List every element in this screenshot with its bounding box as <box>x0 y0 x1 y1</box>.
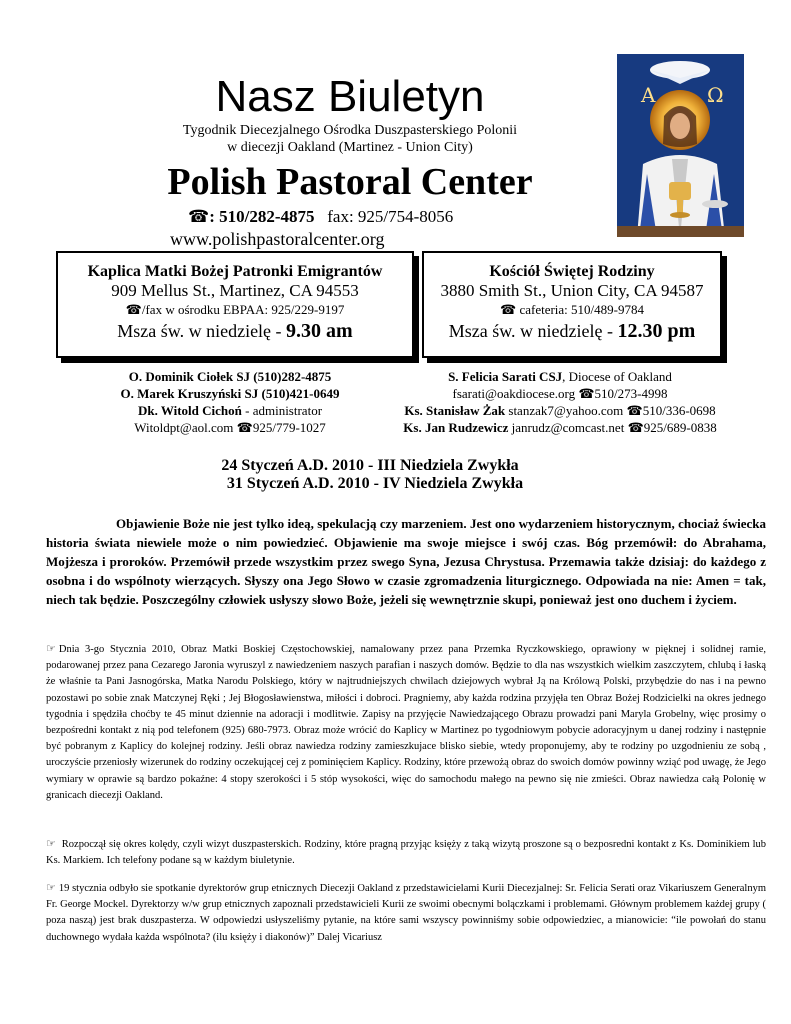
deacon-witold-contact: Witoldpt@aol.com ☎925/779-1027 <box>134 420 326 435</box>
date-line-1: 24 Styczeń A.D. 2010 - III Niedziela Zwykła <box>221 457 519 474</box>
news-paragraph: ☞ Dnia 3-go Stycznia 2010, Obraz Matki Boskiej Częstochowskiej, namalowany przez pana Przemka Ryczkowskiego, oprawiony w pięknej i solidnej ramie, podarowanej przez pana Cezarego Jaronia wyruszyl z nawiedzeniem naszych parafian i naszych domów. Będzie to dla nas wszystkich wielkim zaszczytem, chlubą i łaską że właśnie ta Pani Jasnogórska, Matka Narodu Polskiego, który w najtrudniejszych chwilach dziejowych wybrał Ją na Królową Polski, przybędzie do nas i na pewno pozostawi po sobie znak Matczynej Ręki ; Jej Błogosławienstwa, miłości i dobroci. Pragniemy, aby każda rodzina przyjęła ten Obraz Bożej Rodzicielki na okres jednego tygodnia i spędziła choćby te 45 minut dziennie na adoracji i modlitwie. Zapisy na przyjęcie Nawiedzającego Obrazu prowadzi pani Maryla Grobelny, więc prosimy o bezpośredni kontakt z nią pod telefonem (925) 680-7973. Obraz może wrócić do Kaplicy w Martinez po tygodniowym pobycie adoracyjnym u danej rodziny i następnie być pobranym z Kaplicy do kolejnej rodziny. Jeśli obraz nawiedza rodziny zamieszkujace blisko siebie, wtedy proponujemy, aby te rodziny po uzgodnieniu ze sobą , uroczyście przeniosły wizerunek do rodziny oczekującej cej z pominięciem Kaplicy. Rodziny, które przewożą obraz do swoich domów powinny wziąć pod uwagę, że Jego wymiary w oprawie są bardzo pokaźne: 4 stopy szerokości i 5 stóp wysokości, więc do samochodu małego na pewno się nie zmieści. Obraz nawiedza całą Polonię w granicach diecezji Oakland. <box>46 643 766 801</box>
email-link[interactable]: fsarati@oakdiocese.org <box>452 386 579 401</box>
clergy-list-left <box>70 368 390 436</box>
contact-line <box>188 207 453 227</box>
phone-icon: ☎ <box>500 302 517 317</box>
phone-icon: ☎ <box>627 420 644 435</box>
sister-felicia: S. Felicia Sarati CSJ, Diocese of Oakland <box>448 369 672 384</box>
church-address: 3880 Smith St., Union City, CA 94587 <box>440 281 704 300</box>
bulletin-title: Nasz Biuletyn <box>215 72 485 121</box>
pointing-hand-icon: ☞ <box>46 882 56 894</box>
chapel-info-box <box>56 251 414 358</box>
bulletin-subtitle-line1: Tygodnik Diecezjalnego Ośrodka Duszpasterskiego Polonii <box>182 123 518 138</box>
priest-jan: Ks. Jan Rudzewicz janrudz@comcast.net ☎925/689-0838 <box>403 420 717 435</box>
church-contact: ☎ cafeteria: 510/489-9784 <box>500 302 644 317</box>
phone-icon: ☎ <box>626 403 643 418</box>
news-paragraph: ☞ 19 stycznia odbyło sie spotkanie dyrektorów grup etnicznych Diecezji Oakland z przedstawicielami Kurii Diecezjalnej: Sr. Felicia Serati oraz Vikariuszem Generalnym Fr. George Mockel. Dyrektorzy w/w grup etnicznych zapoznali przedstawicieli Kurii ze swoimi obecnymi bolączkami i problemami. Głównym problemem każdej grupy ( poza naszą) jest brak duszpasterza. W odpowiedzi usłyszeliśmy pytanie, na które sami wszyscy powinniśmy sobie odpowiedziec, a mianowicie: “ile powołań do stanu duchownego wydała każda wspólnota? (ilu księży i diakonów)” Dalej Vicariusz <box>46 882 766 943</box>
church-title: Kościół Świętej Rodziny <box>489 263 655 280</box>
phone-icon: ☎ <box>236 420 253 435</box>
date-line-2: 31 Styczeń A.D. 2010 - IV Niedziela Zwykła <box>226 475 524 492</box>
chapel-title: Kaplica Matki Bożej Patronki Emigrantów <box>87 263 383 280</box>
sister-felicia-contact: fsarati@oakdiocese.org ☎510/273-4998 <box>452 386 668 401</box>
pointing-hand-icon: ☞ <box>46 643 56 655</box>
phone-icon: ☎ <box>125 302 142 317</box>
priest-dominik: O. Dominik Ciołek SJ (510)282-4875 <box>128 369 332 384</box>
clergy-list-right <box>390 368 730 436</box>
church-mass-time: Msza św. w niedzielę - 12.30 pm <box>448 320 696 342</box>
email-link[interactable]: stanzak7@yahoo.com <box>505 403 627 418</box>
bulletin-subtitle-line2: w diecezji Oakland (Martinez - Union City) <box>227 140 473 155</box>
news-paragraph: ☞ Rozpoczął się okres kolędy, czyli wizyt duszpasterskich. Rodziny, które pragną przyjąc księży z taką wizytą proszone są o bezposredni kontakt z Ks. Dominikiem lub Ks. Markiem. Ich telefony podane są w każdym biuletynie. <box>46 838 766 867</box>
priest-stanislaw: Ks. Stanisław Żak stanzak7@yahoo.com ☎510/336-0698 <box>404 403 716 418</box>
alpha-letter: Α <box>641 83 656 107</box>
email-link[interactable]: janrudz@comcast.net <box>508 420 628 435</box>
pointing-hand-icon: ☞ <box>46 838 56 850</box>
email-link[interactable]: Witoldpt@aol.com <box>134 420 237 435</box>
christ-eucharist-image <box>617 54 744 237</box>
church-info-box <box>422 251 722 358</box>
chapel-contact: ☎/fax w ośrodku EBPAA: 925/229-9197 <box>125 302 345 317</box>
chapel-address: 909 Mellus St., Martinez, CA 94553 <box>111 281 359 300</box>
phone-icon: ☎ <box>188 207 210 226</box>
phone-icon: ☎ <box>578 386 595 401</box>
website-link[interactable]: www.polishpastoralcenter.org <box>170 229 385 249</box>
deacon-witold: Dk. Witold Cichoń - administrator <box>137 403 323 418</box>
main-phone: : 510/282-4875 <box>209 207 315 226</box>
chapel-mass-time: Msza św. w niedzielę - 9.30 am <box>117 320 353 342</box>
omega-letter: Ω <box>707 83 724 107</box>
intro-paragraph: Objawienie Boże nie jest tylko ideą, spekulacją czy marzeniem. Jest ono wydarzeniem historycznym, chociaż świecka historia świata niewiele może o nim powiedzieć. Objawienie ma swoje miejsce i swój czas. Bóg przemówił: do Abrahama, Mojżesza i proroków. Przemówił przede wszystkim przez swego Syna, Jezusa Chrystusa. Przemawia także dzisiaj: do każdego z osobna i do wspólnoty wierzących. Słyszy ona Jego Słowo w czasie zgromadzenia liturgicznego. Odpowiada na nie: Amen = tak, niech tak będzie. Poszczególny człowiek usłyszy słowo Boże, jeżeli się wewnętrznie skupi, ponieważ jest ono duchem i życiem. <box>46 516 766 607</box>
priest-marek: O. Marek Kruszyński SJ (510)421-0649 <box>120 386 340 401</box>
main-fax: fax: 925/754-8056 <box>327 207 454 226</box>
pastoral-center-name: Polish Pastoral Center <box>167 161 533 203</box>
